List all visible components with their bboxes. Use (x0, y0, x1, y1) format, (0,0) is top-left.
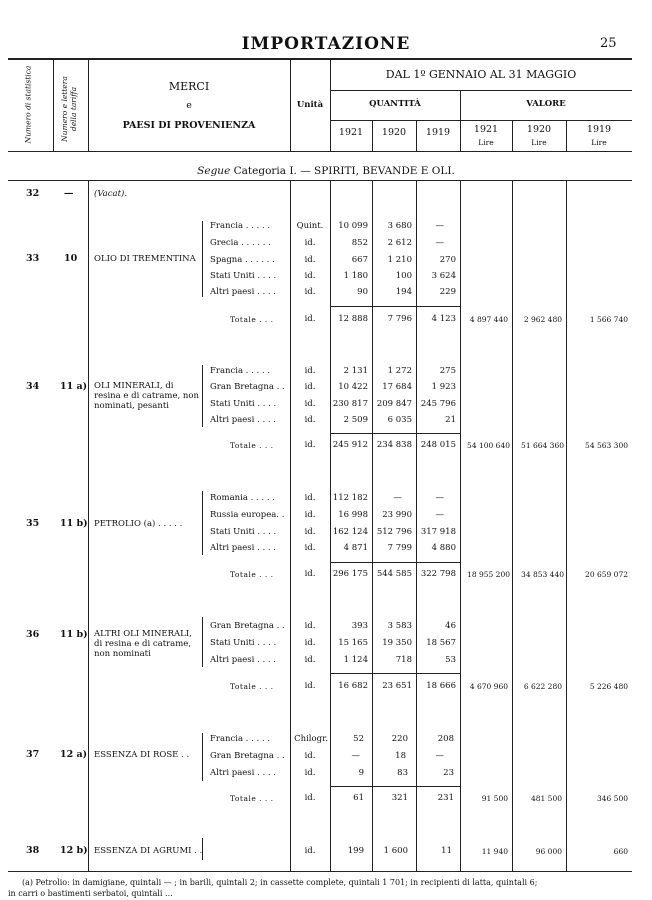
item-num: 33 (26, 253, 40, 264)
country: Altri paesi . . . . (210, 543, 276, 553)
q20: 7 796 (387, 314, 412, 324)
total-label: Totale . . . (230, 794, 274, 803)
unit: id. (304, 440, 316, 450)
v21: 11 940 (481, 847, 508, 856)
q20: 718 (395, 655, 412, 665)
q19: 3 624 (431, 271, 456, 281)
q21: 4 871 (343, 543, 368, 553)
q19: — (435, 493, 444, 503)
item-tariff: 11 b) (60, 518, 88, 529)
q19: — (435, 221, 444, 231)
unit: id. (304, 238, 316, 248)
country: Altri paesi . . . . (210, 415, 276, 425)
unit: id. (304, 415, 316, 425)
item-tariff: 11 a) (60, 381, 88, 392)
unit: Quint. (296, 221, 324, 231)
item-num: 34 (26, 381, 40, 392)
q20: 18 (395, 751, 406, 761)
v19: 5 226 480 (589, 682, 628, 691)
item-name: ESSENZA DI AGRUMI . . (94, 846, 203, 856)
q20: 100 (395, 271, 412, 281)
q21: 393 (351, 621, 368, 631)
q20: 1 210 (387, 255, 412, 265)
q20: 3 583 (387, 621, 412, 631)
q19: 18 666 (426, 681, 456, 691)
q21: 2 131 (343, 366, 368, 376)
q19: 270 (439, 255, 456, 265)
q21: 1 124 (343, 655, 368, 665)
period-label: DAL 1º GENNAIO AL 31 MAGGIO (385, 68, 577, 81)
unit: id. (304, 493, 316, 503)
total-label: Totale . . . (230, 441, 274, 450)
unit: id. (304, 751, 316, 761)
country: Grecia . . . . . . (210, 238, 271, 248)
country: Russia europea. . (210, 510, 285, 520)
q21: 112 182 (332, 493, 368, 503)
v19: 346 500 (596, 794, 628, 803)
year-v20: 1920 (526, 124, 552, 135)
country: Francia . . . . . (210, 221, 271, 231)
merci-e: e (186, 100, 192, 111)
unit: id. (304, 621, 316, 631)
q21: 16 998 (338, 510, 368, 520)
unit: id. (304, 366, 316, 376)
unit: id. (304, 399, 316, 409)
unit: id. (304, 314, 316, 324)
unit: id. (304, 510, 316, 520)
v19: 660 (613, 847, 628, 856)
unit: id. (304, 793, 316, 803)
v19: 1 566 740 (589, 315, 628, 324)
footnote-line-2: in carri o bastimenti serbatoi, quintali ... (8, 889, 173, 898)
q21: 667 (351, 255, 368, 265)
lire-v21: Lire (478, 138, 494, 147)
item-tariff: 12 b) (60, 845, 88, 856)
v19: 54 563 300 (585, 441, 628, 450)
q21: 245 912 (332, 440, 368, 450)
category-label: Categoria I. — SPIRITI, BEVANDE E OLI. (233, 165, 455, 177)
q19: 231 (437, 793, 454, 803)
q21: 90 (357, 287, 368, 297)
item-tariff: 11 b) (60, 629, 88, 640)
item-name: OLI MINERALI, di resina e di catrame, non nominati, pesanti (94, 381, 199, 411)
country: Spagna . . . . . . (210, 255, 275, 265)
item-tariff: — (64, 188, 74, 199)
q20: 17 684 (382, 382, 412, 392)
v20: 2 962 480 (523, 315, 562, 324)
paesi-label: PAESI DI PROVENIENZA (122, 120, 256, 131)
year-q19: 1919 (425, 127, 451, 138)
q20: 3 680 (387, 221, 412, 231)
country: Stati Uniti . . . . (210, 271, 277, 281)
country: Altri paesi . . . . (210, 287, 276, 297)
q19: 4 880 (431, 543, 456, 553)
item-name: ALTRI OLI MINERALI, di resina e di catrame, non nominati (94, 629, 192, 659)
country: Francia . . . . . (210, 734, 271, 744)
q20: 23 651 (382, 681, 412, 691)
q21: 230 817 (332, 399, 368, 409)
q19: 11 (441, 846, 452, 856)
q21: 16 682 (338, 681, 368, 691)
q19: 248 015 (420, 440, 456, 450)
q21: 10 422 (338, 382, 368, 392)
q19: 317 918 (420, 527, 456, 537)
q19: 18 567 (426, 638, 456, 648)
v20: 96 000 (535, 847, 562, 856)
q19: 23 (443, 768, 454, 778)
q19: 245 796 (420, 399, 456, 409)
unit: id. (304, 569, 316, 579)
q20: 1 272 (387, 366, 412, 376)
item-tariff: 12 a) (60, 749, 88, 760)
q21: 12 888 (338, 314, 368, 324)
unit: id. (304, 543, 316, 553)
footnote-line-1: (a) Petrolio: in damigiane, quintali — ; in barili, quintali 2; in cassette complete, quintali 1 701; in recipienti di latta, quintali 6; (22, 878, 538, 887)
item-num: 38 (26, 845, 40, 856)
v21: 4 897 440 (469, 315, 508, 324)
q21: 61 (353, 793, 364, 803)
total-label: Totale . . . (230, 682, 274, 691)
item-num: 35 (26, 518, 40, 529)
q20: 194 (395, 287, 412, 297)
unit: id. (304, 255, 316, 265)
q19: 275 (439, 366, 456, 376)
q21: 1 180 (343, 271, 368, 281)
total-label: Totale . . . (230, 570, 274, 579)
country: Gran Bretagna . . (210, 751, 285, 761)
category-prefix: Segue (197, 165, 231, 177)
country: Stati Uniti . . . . (210, 527, 277, 537)
q21: 852 (351, 238, 368, 248)
v21: 54 100 640 (467, 441, 510, 450)
q21: 52 (353, 734, 364, 744)
merci-label: MERCI (168, 80, 210, 93)
item-name: PETROLIO (a) . . . . . (94, 519, 183, 529)
year-q21: 1921 (338, 127, 364, 138)
unit: id. (304, 846, 316, 856)
valore-label: VALORE (526, 99, 566, 109)
item-num: 32 (26, 188, 40, 199)
q19: 1 923 (431, 382, 456, 392)
unit: Chilogr. (294, 734, 328, 744)
category-line (0, 165, 652, 177)
v20: 51 664 360 (521, 441, 564, 450)
v20: 34 853 440 (521, 570, 564, 579)
q20: 321 (391, 793, 408, 803)
q20: 7 799 (387, 543, 412, 553)
q21: 15 165 (338, 638, 368, 648)
q20: 83 (397, 768, 408, 778)
v21: 91 500 (481, 794, 508, 803)
q21: 162 124 (332, 527, 368, 537)
q19: 322 798 (420, 569, 456, 579)
q20: 6 035 (387, 415, 412, 425)
q20: 19 350 (382, 638, 412, 648)
country: Altri paesi . . . . (210, 768, 276, 778)
page-number: 25 (600, 36, 617, 51)
lire-v19: Lire (591, 138, 607, 147)
v19: 20 659 072 (585, 570, 628, 579)
unit: id. (304, 768, 316, 778)
year-v19: 1919 (586, 124, 612, 135)
q21: 9 (358, 768, 364, 778)
country: Gran Bretagna . . (210, 621, 285, 631)
q20: 544 585 (376, 569, 412, 579)
country: Gran Bretagna . . (210, 382, 285, 392)
unit: id. (304, 287, 316, 297)
q20: 2 612 (387, 238, 412, 248)
v20: 6 622 280 (523, 682, 562, 691)
unit: id. (304, 527, 316, 537)
q19: 208 (437, 734, 454, 744)
unit: id. (304, 655, 316, 665)
item-tariff: 10 (64, 253, 78, 264)
page-title: IMPORTAZIONE (241, 34, 411, 54)
q20: 220 (391, 734, 408, 744)
year-v21: 1921 (473, 124, 499, 135)
q19: 46 (445, 621, 456, 631)
q21: — (351, 751, 360, 761)
lire-v20: Lire (531, 138, 547, 147)
unit: id. (304, 681, 316, 691)
q19: 53 (445, 655, 456, 665)
q20: 234 838 (376, 440, 412, 450)
unit: id. (304, 638, 316, 648)
v21: 18 955 200 (467, 570, 510, 579)
q21: 199 (347, 846, 364, 856)
q20: 1 600 (383, 846, 408, 856)
q19: — (435, 238, 444, 248)
v20: 481 500 (530, 794, 562, 803)
country: Francia . . . . . (210, 366, 271, 376)
q21: 10 099 (338, 221, 368, 231)
year-q20: 1920 (381, 127, 407, 138)
unit: id. (304, 271, 316, 281)
q20: 209 847 (376, 399, 412, 409)
q19: — (435, 510, 444, 520)
q19: 21 (445, 415, 456, 425)
q19: — (435, 751, 444, 761)
country: Stati Uniti . . . . (210, 638, 277, 648)
v21: 4 670 960 (469, 682, 508, 691)
q20: — (393, 493, 402, 503)
col-numero-statistica: Numero di statistica (23, 65, 33, 144)
item-name: (Vacat). (94, 189, 128, 199)
unit: id. (304, 382, 316, 392)
quantita-label: QUANTITÀ (369, 99, 421, 109)
country: Romania . . . . . (210, 493, 275, 503)
q20: 512 796 (376, 527, 412, 537)
q19: 229 (439, 287, 456, 297)
item-num: 37 (26, 749, 40, 760)
country: Stati Uniti . . . . (210, 399, 277, 409)
q20: 23 990 (382, 510, 412, 520)
q21: 296 175 (332, 569, 368, 579)
unita-label: Unità (296, 100, 324, 110)
country: Altri paesi . . . . (210, 655, 276, 665)
q19: 4 123 (431, 314, 456, 324)
item-num: 36 (26, 629, 40, 640)
col-numero-lettera: Numero e lettera della tariffa (60, 76, 78, 142)
total-label: Totale . . . (230, 315, 274, 324)
item-name: ESSENZA DI ROSE . . (94, 750, 190, 760)
item-name: OLIO DI TREMENTINA (94, 254, 196, 264)
q21: 2 509 (343, 415, 368, 425)
